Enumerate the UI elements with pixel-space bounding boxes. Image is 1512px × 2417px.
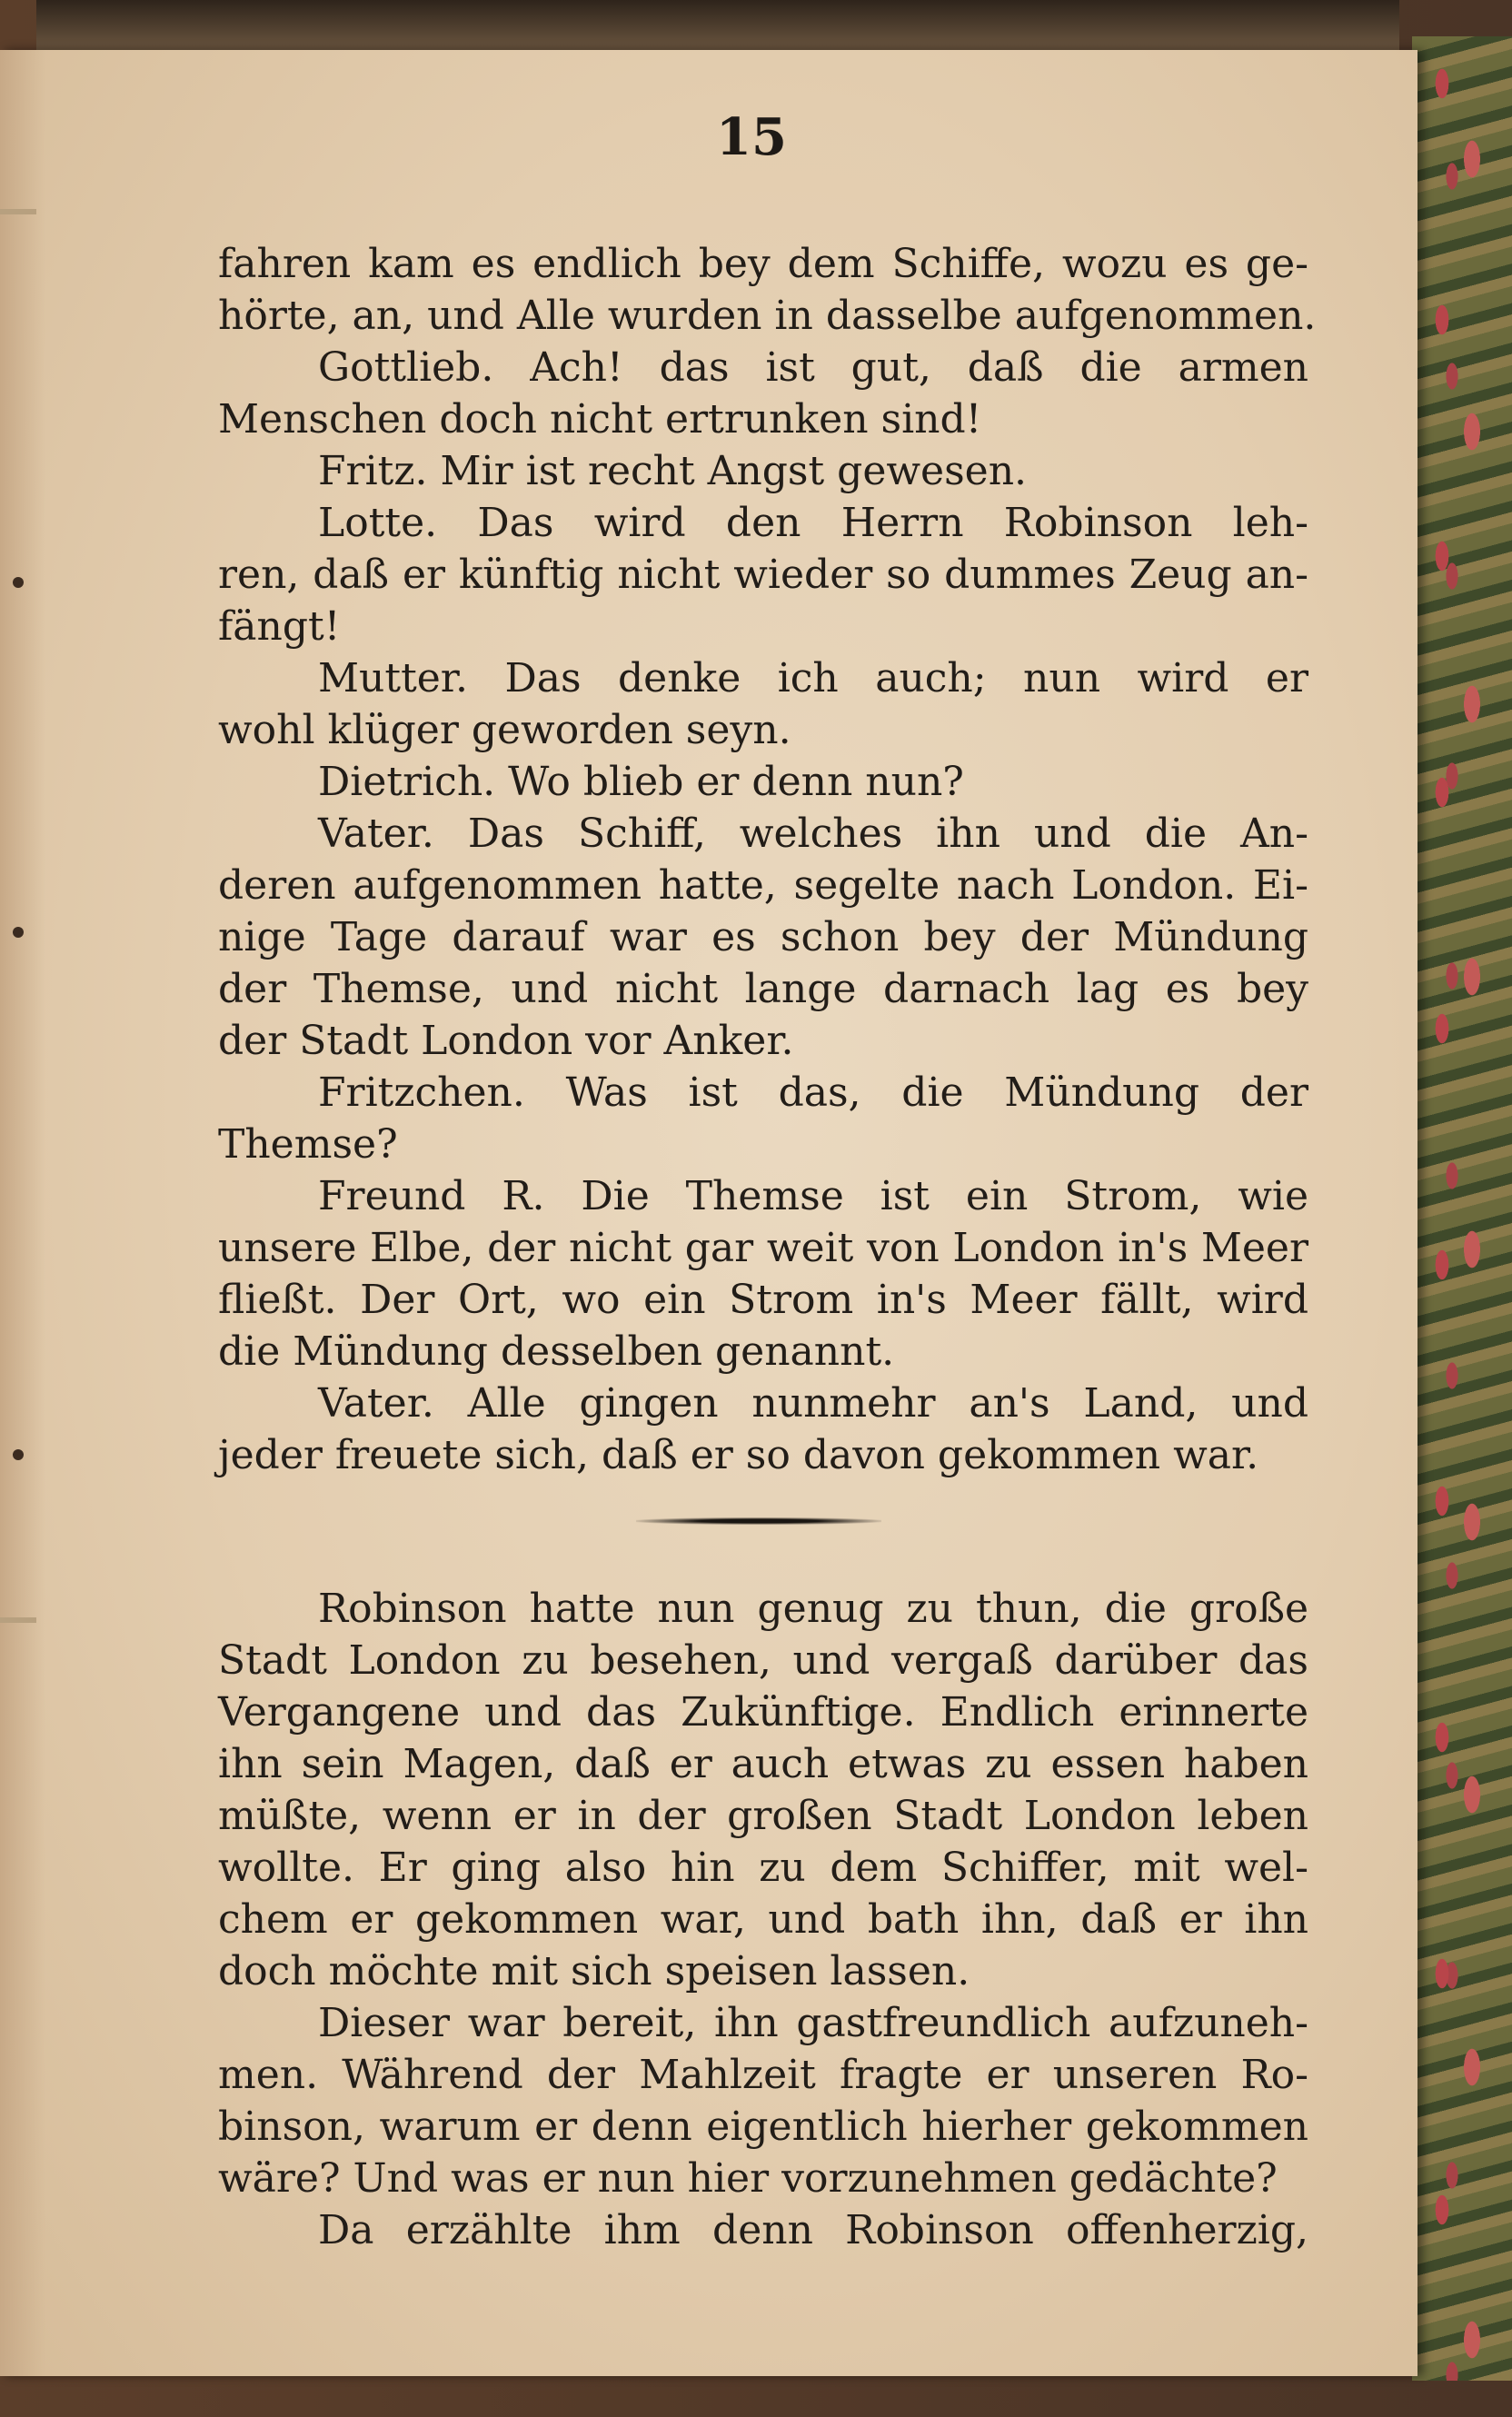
text-line: Gottlieb. Ach! das ist gut, daß die armen <box>318 344 1308 391</box>
text-line: ren, daß er künftig nicht wieder so dummes Zeug an- <box>218 552 1308 598</box>
text-line: fahren kam es endlich bey dem Schiffe, wozu es ge- <box>218 241 1308 287</box>
binding-thread <box>0 1617 36 1623</box>
narrative-section <box>218 1583 1308 2256</box>
text-line: ihn sein Magen, daß er auch etwas zu essen haben <box>218 1741 1308 1787</box>
text-line: doch möchte mit sich speisen lassen. <box>218 1948 970 1994</box>
text-line: wohl klüger geworden seyn. <box>218 707 791 753</box>
text-line: binson, warum er denn eigentlich hierher gekommen <box>218 2104 1308 2150</box>
text-line: Dietrich. Wo blieb er denn nun? <box>318 759 964 805</box>
text-line: der Themse, und nicht lange darnach lag es bey <box>218 966 1308 1012</box>
section-divider <box>218 1481 1308 1583</box>
text-line: chem er gekommen war, und bath ihn, daß er ihn <box>218 1896 1308 1943</box>
text-line: wäre? Und was er nun hier vorzunehmen gedächte? <box>218 2155 1278 2202</box>
text-line: fängt! <box>218 603 341 650</box>
marbled-cover-edge <box>1412 36 1512 2381</box>
page-number: 15 <box>716 107 787 167</box>
text-line: die Mündung desselben genannt. <box>218 1328 895 1375</box>
binding-hole <box>13 1449 24 1460</box>
page-top-edge <box>36 0 1399 50</box>
text-line: Mutter. Das denke ich auch; nun wird er <box>318 655 1308 701</box>
text-line: der Stadt London vor Anker. <box>218 1018 794 1064</box>
text-line: men. Während der Mahlzeit fragte er unseren Ro- <box>218 2052 1308 2098</box>
text-line: unsere Elbe, der nicht gar weit von London in's Meer <box>218 1225 1308 1271</box>
text-line: fließt. Der Ort, wo ein Strom in's Meer fällt, wird <box>218 1277 1308 1323</box>
text-line: deren aufgenommen hatte, segelte nach London. Ei- <box>218 862 1308 909</box>
text-line: Vater. Alle gingen nunmehr an's Land, und <box>318 1380 1308 1427</box>
text-line: müßte, wenn er in der großen Stadt London leben <box>218 1793 1308 1839</box>
text-line: wollte. Er ging also hin zu dem Schiffer, mit wel- <box>218 1845 1308 1891</box>
text-line: Vergangene und das Zukünftige. Endlich erinnerte <box>218 1689 1308 1736</box>
text-line: Da erzählte ihm denn Robinson offenherzig, <box>318 2207 1308 2253</box>
text-line: Fritz. Mir ist recht Angst gewesen. <box>318 448 1028 494</box>
text-line: Freund R. Die Themse ist ein Strom, wie <box>318 1173 1308 1219</box>
text-line: hörte, an, und Alle wurden in dasselbe aufgenommen. <box>218 293 1317 339</box>
binding-thread <box>0 209 36 214</box>
text-line: Menschen doch nicht ertrunken sind! <box>218 396 982 443</box>
text-line: nige Tage darauf war es schon bey der Mündung <box>218 914 1308 960</box>
binding-hole <box>13 927 24 938</box>
text-line: Vater. Das Schiff, welches ihn und die An- <box>318 811 1308 857</box>
text-line: Robinson hatte nun genug zu thun, die große <box>318 1586 1308 1632</box>
text-line: Stadt London zu besehen, und vergaß darüber das <box>218 1637 1308 1684</box>
text-line: Themse? <box>218 1121 398 1168</box>
text-line: Fritzchen. Was ist das, die Mündung der <box>318 1069 1308 1116</box>
text-line: jeder freuete sich, daß er so davon gekommen war. <box>218 1432 1259 1478</box>
dialogue-section <box>218 238 1317 1481</box>
body-text <box>218 238 1317 2256</box>
binding-hole <box>13 577 24 588</box>
text-line: Lotte. Das wird den Herrn Robinson leh- <box>318 500 1308 546</box>
text-line: Dieser war bereit, ihn gastfreundlich aufzuneh- <box>318 2000 1308 2046</box>
